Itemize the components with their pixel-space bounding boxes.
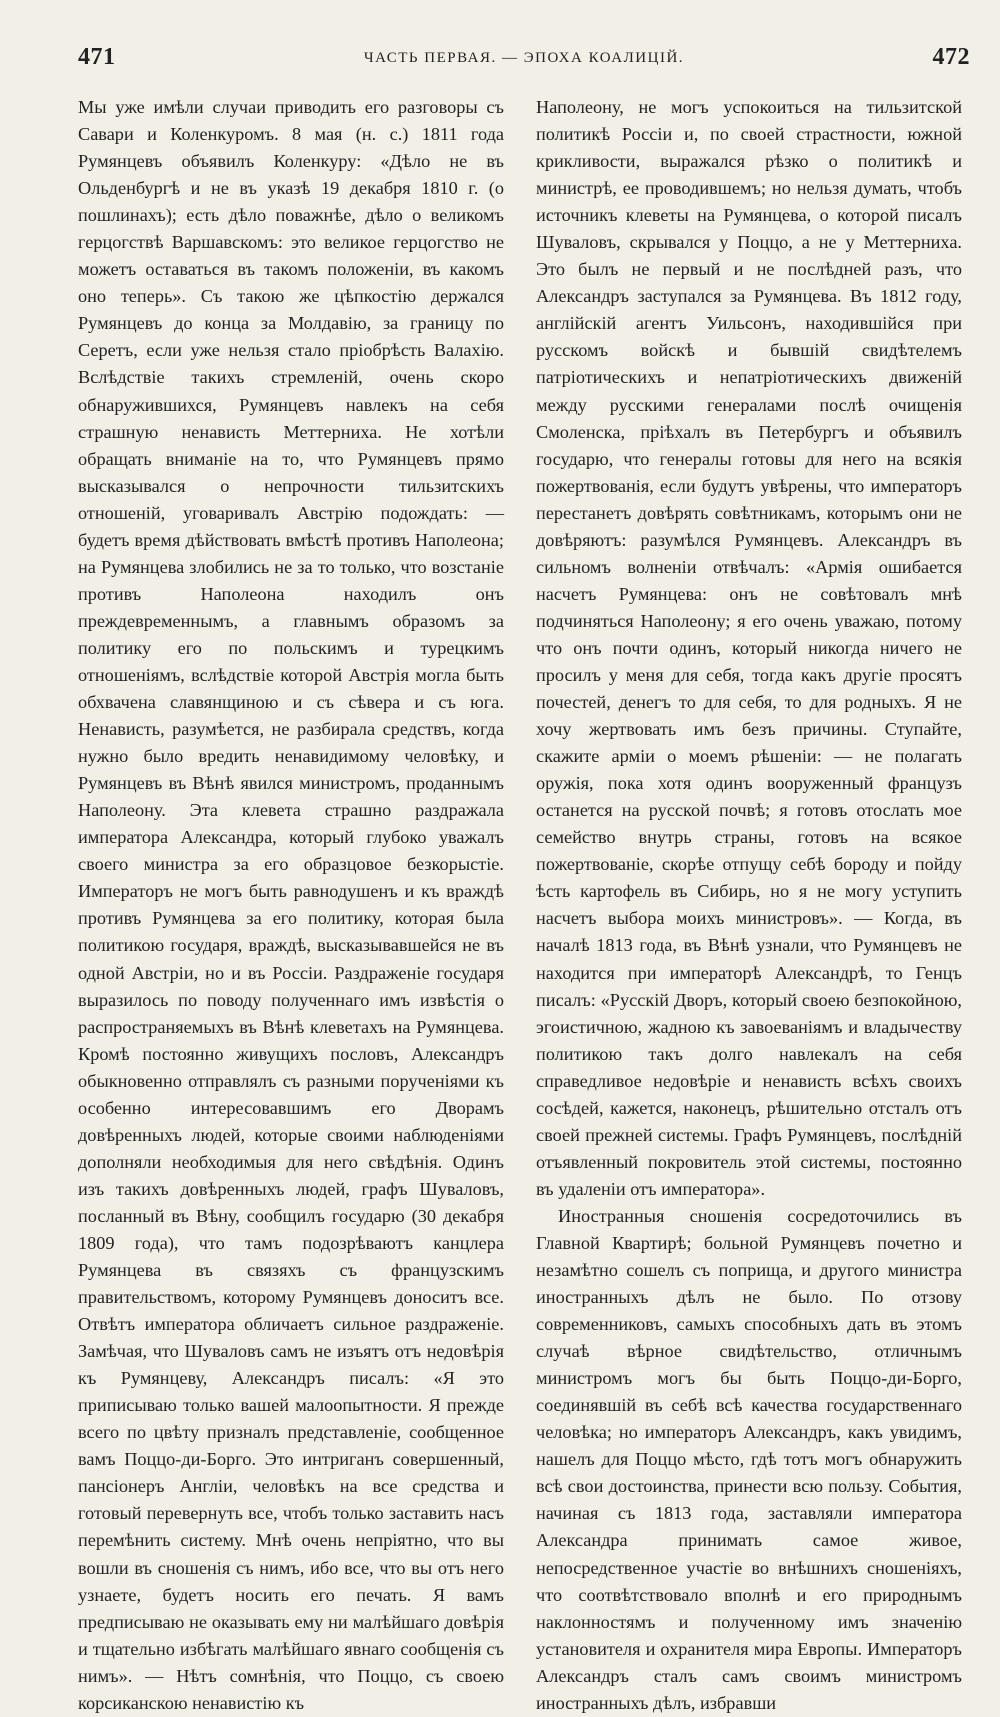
- left-page-number: 471: [78, 44, 116, 70]
- page-header: [78, 44, 970, 76]
- paragraph: Наполеону, не могъ успокоиться на тильзитской политикѣ Россіи и, по своей страстности, южной крикливости, выражался рѣзко о политикѣ и министрѣ, ее проводившемъ; но нельзя думать, чтобъ источникъ клеветы на Румянцева, о которой писалъ Шуваловъ, скрывался у Поццо, а не у Меттерниха. Это былъ не первый и не послѣдней разъ, что Александръ заступался за Румянцева. Въ 1812 году, англійскій агентъ Уильсонъ, находившійся при русскомъ войскѣ и бывшій свидѣтелемъ патріотическихъ и непатріотическихъ движеній между русскими генералами послѣ очищенія Смоленска, пріѣхалъ въ Петербургъ и объявилъ государю, что генералы готовы для него на всякія пожертвованія, если будутъ увѣрены, что императоръ перестанетъ довѣрять совѣтникамъ, которымъ они не довѣряютъ: разумѣлся Румянцевъ. Александръ въ сильномъ волненіи отвѣчалъ: «Армія ошибается насчетъ Румянцева: онъ не совѣтовалъ мнѣ подчиняться Наполеону; я его очень уважаю, потому что онъ почти одинъ, который никогда ничего не просилъ у меня для себя, тогда какъ другіе просятъ почестей, денегъ то для себя, то для родныхъ. Я не хочу жертвовать имъ безъ причины. Ступайте, скажите арміи о моемъ рѣшеніи: — не полагать оружія, пока хотя одинъ вооруженный французъ останется на русской почвѣ; я готовъ отослать мое семейство внутрь страны, готовъ на всякое пожертвованіе, скорѣе отпущу себѣ бороду и пойду ѣсть картофель въ Сибирь, но я не могу уступить насчетъ выбора моихъ министровъ». — Когда, въ началѣ 1813 года, въ Вѣнѣ узнали, что Румянцевъ не находится при императорѣ Александрѣ, то Генцъ писалъ: «Русскій Дворъ, который своею безпокойною, эгоистичною, жадною къ завоеваніямъ и владычеству политикою такъ долго навлекалъ на себя справедливое недовѣріе и ненависть всѣхъ своихъ сосѣдей, кажется, наконецъ, рѣшительно отсталъ отъ своей прежней системы. Графъ Румянцевъ, послѣдній отъявленный покровитель этой системы, постоянно въ удаленіи отъ императора».: [536, 97, 962, 1199]
- running-title: ЧАСТЬ ПЕРВАЯ. — ЭПОХА КОАЛИЦІЙ.: [363, 50, 685, 66]
- right-column: [536, 94, 962, 1717]
- paragraph: Иностранныя сношенія сосредоточились въ Главной Квартирѣ; больной Румянцевъ почетно и незамѣтно сошелъ съ поприща, и другого министра иностранныхъ дѣлъ не было. По отзову современниковъ, самыхъ способныхъ дать въ этомъ случаѣ вѣрное свидѣтельство, отличнымъ министромъ могъ бы быть Поццо-ди-Борго, соединявшій въ себѣ всѣ качества государственнаго человѣка; но императоръ Александръ, какъ увидимъ, нашелъ для Поццо мѣсто, гдѣ тотъ могъ обнаружить всѣ свои достоинства, принести всю пользу. События, начиная съ 1813 года, заставляли императора Александра принимать самое живое, непосредственное участіе во внѣшнихъ сношеніяхъ, что соотвѣтствовало вполнѣ и его природнымъ наклонностямъ и полученному имъ значенію установителя и охранителя мира Европы. Императоръ Александръ сталъ самъ своимъ министромъ иностранныхъ дѣлъ, избравши: [536, 1205, 962, 1713]
- left-column: [78, 94, 504, 1717]
- paragraph: Мы уже имѣли случаи приводить его разговоры съ Савари и Коленкуромъ. 8 мая (н. с.) 1811 года Румянцевъ объявилъ Коленкуру: «Дѣло не въ Ольденбургѣ и не въ указѣ 19 декабря 1810 г. (о пошлинахъ); есть дѣло поважнѣе, дѣло о великомъ герцогствѣ Варшавскомъ: это великое герцогство не можетъ оставаться въ такомъ положеніи, въ какомъ оно теперь». Съ такою же цѣпкостію держался Румянцевъ до конца за Молдавію, за границу по Серетъ, если уже нельзя стало пріобрѣсть Валахію. Вслѣдствіе такихъ стремленій, очень скоро обнаружившихся, Румянцевъ навлекъ на себя страшную ненависть Меттерниха. Не хотѣли обращать вниманіе на то, что Румянцевъ прямо высказывался о непрочности тильзитскихъ отношеній, уговаривалъ Австрію подождать: — будетъ время дѣйствовать вмѣстѣ противъ Наполеона; на Румянцева злобились не за то только, что возстаніе противъ Наполеона находилъ онъ преждевременнымъ, а главнымъ образомъ за политику его по польскимъ и турецкимъ отношеніямъ, вслѣдствіе которой Австрія могла быть обхвачена славянщиною и съ сѣвера и съ юга. Ненависть, разумѣется, не разбирала средствъ, когда нужно было вредить ненавидимому человѣку, и Румянцевъ въ Вѣнѣ явился министромъ, проданнымъ Наполеону. Эта клевета страшно раздражала императора Александра, который глубоко уважалъ своего министра за его образцовое безкорыстіе. Императоръ не могъ быть равнодушенъ и къ враждѣ противъ Румянцева за его политику, которая была политикою государя, враждѣ, высказывавшейся не въ одной Австріи, но и въ Россіи. Раздраженіе государя выразилось по поводу полученнаго имъ извѣстія о распространяемыхъ въ Вѣнѣ клеветахъ на Румянцева. Кромѣ постоянно живущихъ пословъ, Александръ обыкновенно отправлялъ съ разными порученіями къ особенно интересовавшимъ его Дворамъ довѣренныхъ людей, которые своими наблюденіями дополняли необходимыя для него свѣдѣнія. Одинъ изъ такихъ довѣренныхъ людей, графъ Шуваловъ, посланный въ Вѣну, сообщилъ государю (30 декабря 1809 года), что тамъ подозрѣваютъ канцлера Румянцева въ связяхъ съ французскимъ правительствомъ, которому Румянцевъ доноситъ все. Отвѣтъ императора обличаетъ сильное раздраженіе. Замѣчая, что Шуваловъ самъ не изъятъ отъ недовѣрія къ Румянцеву, Александръ писалъ: «Я это приписываю только вашей малоопытности. Я прежде всего по цвѣту призналъ представленіе, сообщенное вамъ Поццо-ди-Борго. Это интриганъ совершенный, пансіонеръ Англіи, человѣкъ на все средства и готовый перевернуть все, чтобъ только заставить насъ перемѣнить систему. Мнѣ очень непріятно, что вы вошли въ сношенія съ нимъ, ибо все, что вы отъ него узнаете, будетъ носить его печать. Я вамъ предписываю не оказывать ему ни малѣйшаго довѣрія и тщательно избѣгать малѣйшаго явнаго сообщенія съ нимъ». — Нѣтъ сомнѣнія, что Поццо, съ своею корсиканскою ненавистію къ: [78, 97, 504, 1713]
- right-page-number: 472: [932, 44, 970, 70]
